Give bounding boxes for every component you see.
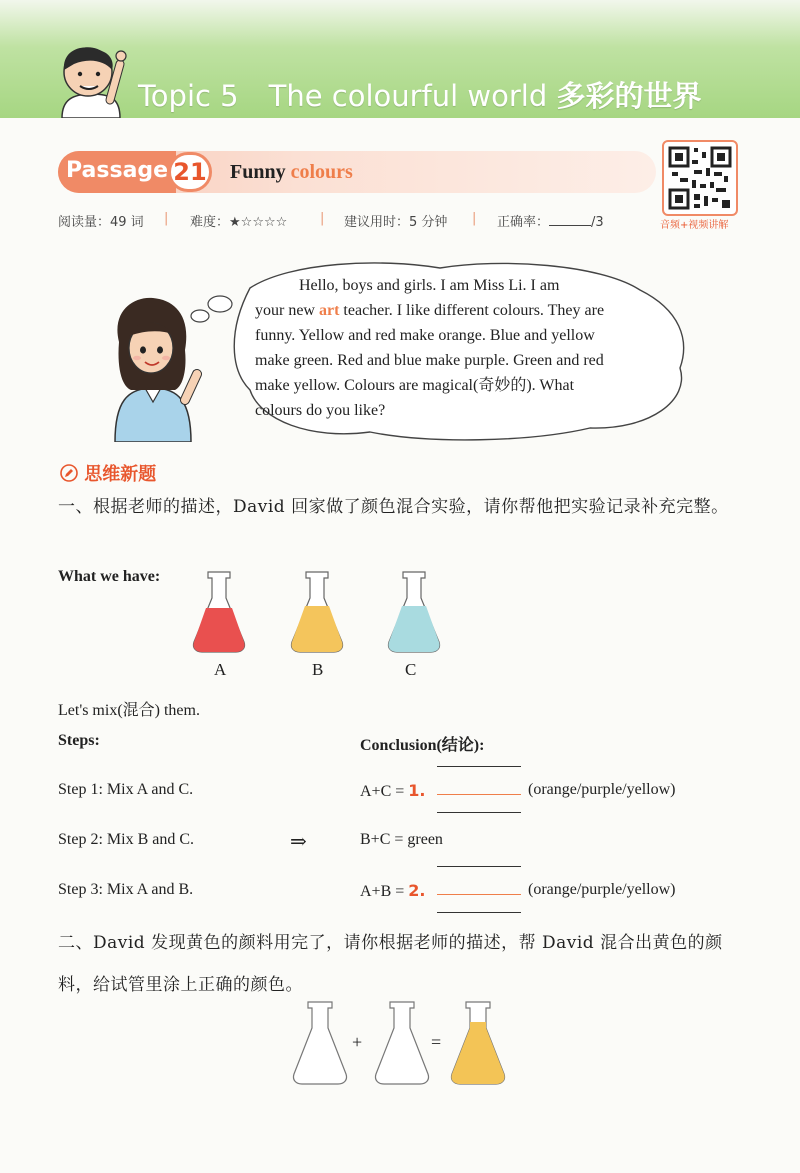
accuracy: 正确率： /3 (497, 215, 604, 230)
qr-code-icon (664, 142, 736, 214)
mix-instruction: Let's mix(混合) them. (58, 702, 200, 719)
conclusion-3: A+B = 2. (360, 881, 426, 900)
conclusion-label: Conclusion(结论): (360, 737, 485, 754)
what-we-have-label: What we have: (58, 568, 161, 585)
q2-instruction: 二、David 发现黄色的颜料用完了，请你根据老师的描述，帮 David 混合出黄色的颜料，给试管里涂上正确的颜色。 (58, 933, 723, 995)
conclusion-2: B+C = green (360, 831, 443, 848)
meta-separator: | (472, 211, 477, 226)
word-count: 阅读量：49 词 (58, 215, 144, 230)
meta-separator: | (320, 211, 325, 226)
pencil-icon (60, 464, 78, 482)
flask-a-icon (190, 568, 248, 654)
steps-label: Steps: (58, 732, 100, 749)
yellow-flask-icon (448, 998, 508, 1086)
accuracy-blank[interactable] (549, 213, 591, 226)
answer-2-blank[interactable] (437, 894, 521, 895)
arrow-icon: ⇒ (290, 831, 307, 853)
conclusion-3-options: (orange/purple/yellow) (528, 881, 676, 898)
answer-1-guide-bottom (437, 812, 521, 813)
flask-b-label: B (312, 660, 324, 679)
qr-label: 音频+视频讲解 (660, 220, 729, 231)
boy-mascot-icon (48, 42, 138, 118)
answer-1-guide-top (437, 766, 521, 767)
flask-c-icon (385, 568, 443, 654)
step-3: Step 3: Mix A and B. (58, 881, 194, 898)
topic-title (138, 74, 702, 115)
answer-2-guide-top (437, 866, 521, 867)
passage-label: Passage (66, 158, 169, 183)
difficulty-stars: ★☆☆☆☆ (229, 215, 288, 230)
suggested-time: 建议用时：5 分钟 (344, 215, 448, 230)
flask-c-label: C (405, 660, 417, 679)
topic-name-cn: 多彩的世界 (556, 79, 702, 113)
qr-code[interactable] (662, 140, 738, 216)
topic-number: Topic 5 (138, 79, 239, 113)
speech-text: Hello, boys and girls. I am Miss Li. I am your new art teacher. I like different colours. They are funny. Yellow and red make orange. Blue and yellow make green. Red and blue make purple. Green and red make yellow. Colours are magical(奇妙的). What colours do you like? (255, 277, 605, 419)
empty-flask-1-icon[interactable] (290, 998, 350, 1086)
flask-a-label: A (214, 660, 227, 679)
conclusion-1-options: (orange/purple/yellow) (528, 781, 676, 798)
topic-name: The colourful world (268, 79, 548, 113)
passage-number: 21 (168, 152, 212, 192)
meta-separator: | (164, 211, 169, 226)
passage-title: Funny colours (230, 161, 353, 183)
step-1: Step 1: Mix A and C. (58, 781, 194, 798)
difficulty: 难度：★☆☆☆☆ (190, 215, 288, 230)
plus-sign: + (352, 1032, 363, 1052)
q1-instruction: 一、根据老师的描述，David 回家做了颜色混合实验，请你帮他把实验记录补充完整。 (58, 497, 729, 517)
flask-b-icon (288, 568, 346, 654)
step-2: Step 2: Mix B and C. (58, 831, 195, 848)
conclusion-1: A+C = 1. (360, 781, 426, 800)
keyword-art: art (318, 302, 340, 319)
empty-flask-2-icon[interactable] (372, 998, 432, 1086)
answer-1-blank[interactable] (437, 794, 521, 795)
equals-sign: = (431, 1032, 442, 1052)
section-heading: 思维新题 (60, 460, 156, 486)
answer-2-guide-bottom (437, 912, 521, 913)
